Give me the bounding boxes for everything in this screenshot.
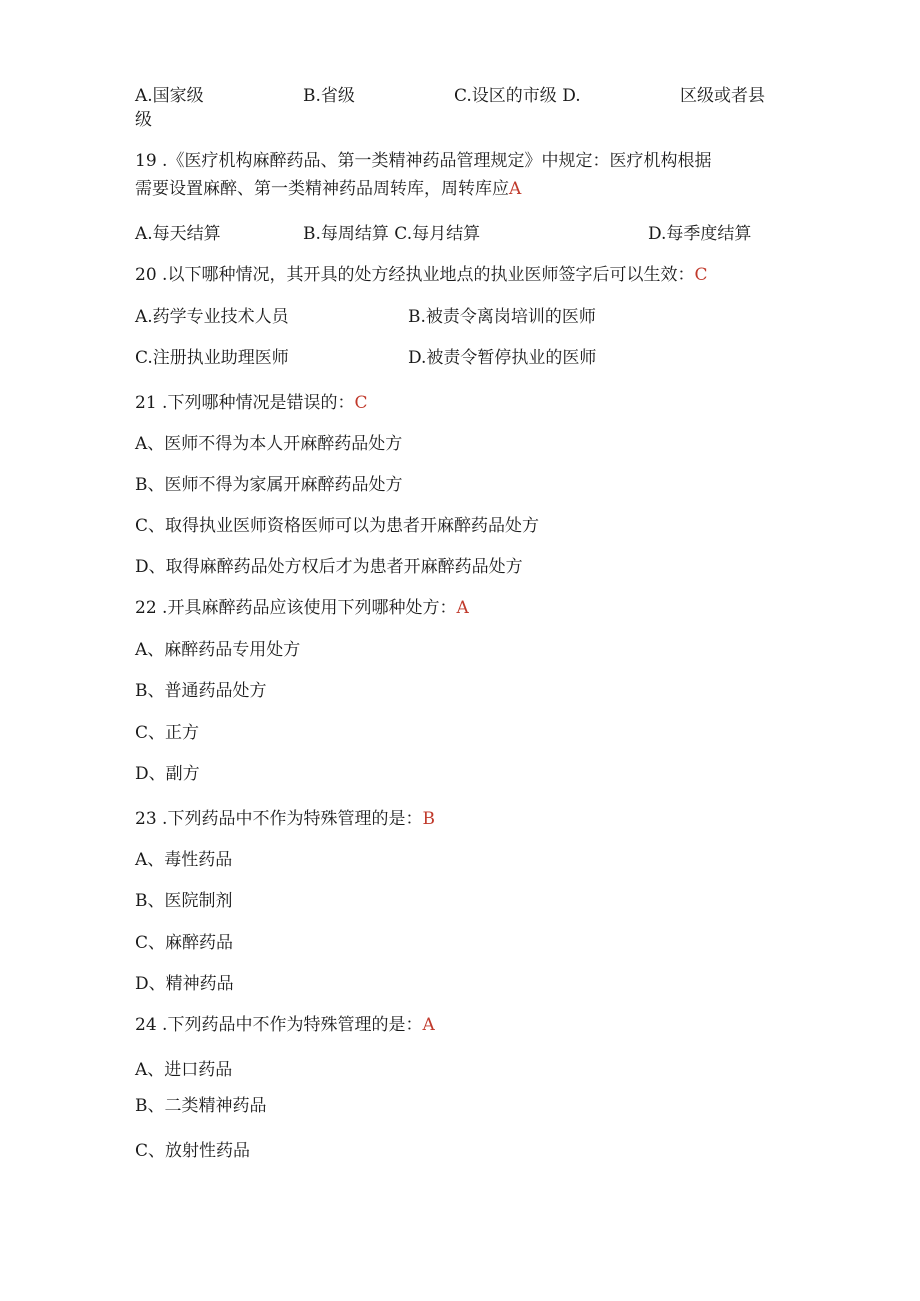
q21-answer: C (354, 393, 368, 413)
q20-answer: C (694, 265, 708, 285)
q22-option-c: C、正方 (135, 723, 200, 743)
q23-option-a: A、毒性药品 (135, 850, 233, 870)
q23-option-b: B、医院制剂 (135, 891, 233, 911)
q18-option-b: B.省级 (303, 86, 355, 106)
q19-option-d: D.每季度结算 (648, 224, 752, 244)
q23-answer: B (422, 809, 435, 829)
q19-stem-text: 需要设置麻醉、第一类精神药品周转库，周转库应 (135, 179, 509, 199)
q21-stem-text: 21 .下列哪种情况是错误的： (135, 393, 355, 413)
q23-option-c: C、麻醉药品 (135, 933, 234, 953)
q23-stem-text: 23 .下列药品中不作为特殊管理的是： (135, 809, 423, 829)
q18-option-c: C.设区的市级 D. (454, 86, 581, 106)
q24-stem (135, 1014, 435, 1036)
q21-option-b: B、医师不得为家属开麻醉药品处方 (135, 475, 403, 495)
q18-option-d: 区级或者县 (680, 86, 765, 106)
q21-stem (135, 392, 367, 414)
q22-option-d: D、副方 (135, 764, 200, 784)
q21-option-d: D、取得麻醉药品处方权后才为患者开麻醉药品处方 (135, 557, 523, 577)
q24-answer: A (422, 1015, 435, 1035)
q18-option-d-continued: 级 (135, 110, 152, 130)
q20-option-c: C.注册执业助理医师 (135, 348, 289, 368)
q19-stem-line2 (135, 178, 521, 200)
q22-answer: A (456, 598, 469, 618)
q22-stem (135, 597, 469, 619)
q22-option-a: A、麻醉药品专用处方 (135, 640, 301, 660)
q24-option-c: C、放射性药品 (135, 1141, 251, 1161)
q22-option-b: B、普通药品处方 (135, 681, 267, 701)
q22-stem-text: 22 .开具麻醉药品应该使用下列哪种处方： (135, 598, 457, 618)
q19-stem-line1: 19 .《医疗机构麻醉药品、第一类精神药品管理规定》中规定：医疗机构根据 (135, 151, 712, 171)
q21-option-c: C、取得执业医师资格医师可以为患者开麻醉药品处方 (135, 516, 540, 536)
q20-option-d: D.被责令暂停执业的医师 (408, 348, 597, 368)
q20-stem-text: 20 .以下哪种情况，其开具的处方经执业地点的执业医师签字后可以生效： (135, 265, 695, 285)
q18-option-a: A.国家级 (135, 86, 204, 106)
q20-option-b: B.被责令离岗培训的医师 (408, 307, 596, 327)
q24-stem-text: 24 .下列药品中不作为特殊管理的是： (135, 1015, 423, 1035)
q23-option-d: D、精神药品 (135, 974, 234, 994)
q21-option-a: A、医师不得为本人开麻醉药品处方 (135, 434, 403, 454)
q20-stem (135, 264, 707, 286)
q19-option-bc: B.每周结算 C.每月结算 (303, 224, 481, 244)
q19-option-a: A.每天结算 (135, 224, 221, 244)
q19-answer: A (509, 179, 522, 199)
q24-option-b: B、二类精神药品 (135, 1096, 267, 1116)
q23-stem (135, 808, 435, 830)
q20-option-a: A.药学专业技术人员 (135, 307, 289, 327)
q24-option-a: A、进口药品 (135, 1060, 233, 1080)
